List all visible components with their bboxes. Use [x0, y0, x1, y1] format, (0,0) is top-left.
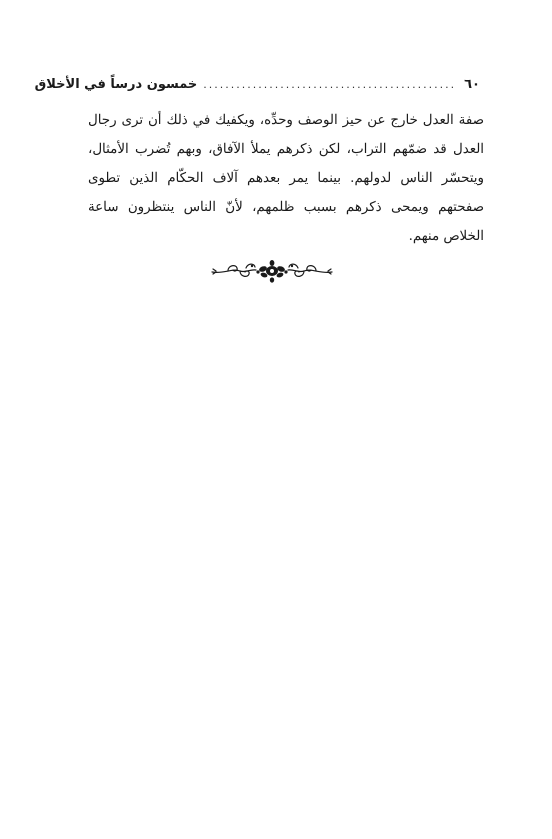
book-title: خمسون درساً في الأخلاق: [34, 76, 198, 92]
floral-divider-ornament-icon: [210, 258, 334, 284]
body-text: [88, 106, 484, 251]
page-number: ٦٠: [464, 76, 480, 92]
dot-leader: ..............................................: [203, 77, 457, 91]
running-header: [34, 72, 480, 96]
paragraph: صفة العدل خارج عن حيز الوصف وحدِّه، ويكفيك في ذلك أن ترى رجال العدل قد ضمّهم التراب، لكن ذكرهم يملأ الآفاق، وبهم تُضرب الأمثال، ويتحسّر الناس لدولهم. بينما يمر بعدهم آلاف الحكّام الذين تطوى صفحتهم ويمحى ذكرهم بسبب ظلمهم، لأنّ الناس ينتظرون ساعة الخلاص منهم.: [88, 113, 484, 244]
